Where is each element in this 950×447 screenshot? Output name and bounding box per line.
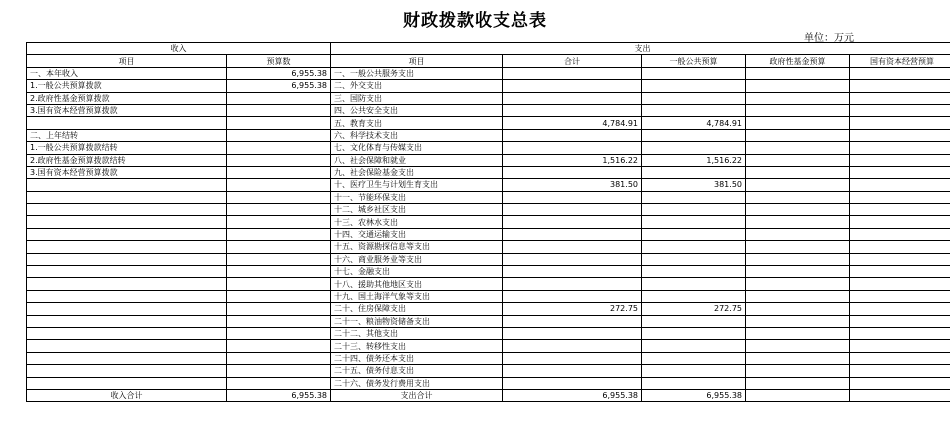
income-item-cell bbox=[27, 327, 227, 339]
expense-general-cell: 381.50 bbox=[642, 179, 746, 191]
income-budget-cell bbox=[227, 303, 331, 315]
expense-gov-fund-cell bbox=[746, 191, 850, 203]
expense-total-cell bbox=[503, 67, 642, 79]
expense-general-cell bbox=[642, 253, 746, 265]
expense-state-capital-cell bbox=[850, 365, 950, 377]
expense-gov-fund-cell bbox=[746, 117, 850, 129]
table-body bbox=[27, 43, 950, 402]
expense-total-cell bbox=[503, 216, 642, 228]
expense-total-cell: 381.50 bbox=[503, 179, 642, 191]
expense-item-cell: 二十三、转移性支出 bbox=[331, 340, 503, 352]
expense-state-capital-cell bbox=[850, 179, 950, 191]
expense-gov-fund-cell bbox=[746, 166, 850, 178]
expense-total-cell bbox=[503, 142, 642, 154]
expense-state-capital-cell bbox=[850, 129, 950, 141]
income-budget-cell bbox=[227, 315, 331, 327]
table-row bbox=[27, 241, 950, 253]
expense-total-label: 支出合计 bbox=[331, 389, 503, 401]
table-row bbox=[27, 92, 950, 104]
expense-gov-fund-cell bbox=[746, 154, 850, 166]
expense-general-cell bbox=[642, 67, 746, 79]
expense-total-cell bbox=[503, 166, 642, 178]
expense-general-cell bbox=[642, 92, 746, 104]
expense-total-cell: 1,516.22 bbox=[503, 154, 642, 166]
expense-total-cell bbox=[503, 104, 642, 116]
expense-total-cell bbox=[503, 253, 642, 265]
income-item-cell bbox=[27, 191, 227, 203]
table-row bbox=[27, 377, 950, 389]
income-item-cell bbox=[27, 315, 227, 327]
expense-gov-fund-cell bbox=[746, 377, 850, 389]
income-item-cell bbox=[27, 377, 227, 389]
income-item-cell bbox=[27, 266, 227, 278]
expense-state-capital-cell bbox=[850, 67, 950, 79]
income-budget-cell bbox=[227, 266, 331, 278]
table-row bbox=[27, 117, 950, 129]
table-row bbox=[27, 303, 950, 315]
expense-state-capital-cell bbox=[850, 241, 950, 253]
expense-state-capital-cell bbox=[850, 253, 950, 265]
expense-general-cell bbox=[642, 365, 746, 377]
expense-item-cell: 八、社会保障和就业 bbox=[331, 154, 503, 166]
expense-item-cell: 七、文化体育与传媒支出 bbox=[331, 142, 503, 154]
expense-general-cell bbox=[642, 340, 746, 352]
expense-total-cell bbox=[503, 204, 642, 216]
income-item-cell bbox=[27, 228, 227, 240]
expense-item-cell: 二十、住房保障支出 bbox=[331, 303, 503, 315]
expense-gov-fund-cell bbox=[746, 129, 850, 141]
income-budget-cell: 6,955.38 bbox=[227, 80, 331, 92]
expense-total-cell: 4,784.91 bbox=[503, 117, 642, 129]
income-item-cell bbox=[27, 117, 227, 129]
expense-gov-fund-cell bbox=[746, 228, 850, 240]
expense-item-cell: 四、公共安全支出 bbox=[331, 104, 503, 116]
table-row bbox=[27, 179, 950, 191]
income-budget-cell bbox=[227, 179, 331, 191]
total-header: 合计 bbox=[503, 55, 642, 67]
expense-gov-fund-cell bbox=[746, 352, 850, 364]
expense-general-cell bbox=[642, 278, 746, 290]
income-budget-cell bbox=[227, 166, 331, 178]
expense-total-cell bbox=[503, 290, 642, 302]
expense-gov-fund-cell bbox=[746, 241, 850, 253]
income-budget-cell bbox=[227, 104, 331, 116]
income-item-cell: 二、上年结转 bbox=[27, 129, 227, 141]
expense-state-capital-cell bbox=[850, 377, 950, 389]
expense-item-cell: 十八、援助其他地区支出 bbox=[331, 278, 503, 290]
expense-gov-fund-cell bbox=[746, 104, 850, 116]
expense-state-capital-cell bbox=[850, 352, 950, 364]
expense-total-cell bbox=[503, 352, 642, 364]
expense-gov-fund-cell bbox=[746, 266, 850, 278]
income-item-cell bbox=[27, 204, 227, 216]
income-budget-cell bbox=[227, 290, 331, 302]
income-item-cell bbox=[27, 340, 227, 352]
income-item-cell bbox=[27, 241, 227, 253]
income-budget-cell bbox=[227, 340, 331, 352]
expense-item-cell: 二、外交支出 bbox=[331, 80, 503, 92]
expense-general-cell bbox=[642, 166, 746, 178]
expense-general-cell: 1,516.22 bbox=[642, 154, 746, 166]
expense-general-cell bbox=[642, 241, 746, 253]
expense-gov-fund-cell bbox=[746, 278, 850, 290]
income-item-cell: 2.政府性基金预算拨款结转 bbox=[27, 154, 227, 166]
table-row bbox=[27, 129, 950, 141]
expense-gov-fund-cell bbox=[746, 327, 850, 339]
expense-gov-fund-cell bbox=[746, 216, 850, 228]
expense-total-cell bbox=[503, 191, 642, 203]
expense-item-cell: 十六、商业服务业等支出 bbox=[331, 253, 503, 265]
income-item-cell bbox=[27, 253, 227, 265]
expense-item-cell: 十四、交通运输支出 bbox=[331, 228, 503, 240]
expense-item-cell: 二十二、其他支出 bbox=[331, 327, 503, 339]
expense-total-value: 6,955.38 bbox=[503, 389, 642, 401]
totals-row bbox=[27, 389, 950, 401]
income-item-cell: 3.国有资本经营预算拨款 bbox=[27, 166, 227, 178]
expense-general-cell bbox=[642, 191, 746, 203]
expense-general-cell bbox=[642, 142, 746, 154]
gov-fund-header: 政府性基金预算 bbox=[746, 55, 850, 67]
expense-state-capital-cell bbox=[850, 216, 950, 228]
unit-label: 单位：万元 bbox=[804, 33, 854, 44]
income-item-cell bbox=[27, 179, 227, 191]
table-row bbox=[27, 204, 950, 216]
table-row bbox=[27, 253, 950, 265]
table-row bbox=[27, 352, 950, 364]
expense-total-cell bbox=[503, 266, 642, 278]
expense-state-capital-cell bbox=[850, 92, 950, 104]
expense-total-cell bbox=[503, 92, 642, 104]
expense-state-capital-cell bbox=[850, 204, 950, 216]
expense-gov-fund-cell bbox=[746, 92, 850, 104]
expense-item-cell: 二十四、债务还本支出 bbox=[331, 352, 503, 364]
expense-state-capital-cell bbox=[850, 327, 950, 339]
expense-gov-fund-cell bbox=[746, 204, 850, 216]
income-budget-cell bbox=[227, 228, 331, 240]
expense-general-cell bbox=[642, 80, 746, 92]
table-row bbox=[27, 80, 950, 92]
expense-general-cell bbox=[642, 327, 746, 339]
expense-state-capital-cell bbox=[850, 303, 950, 315]
page-title: 财政拨款收支总表 bbox=[403, 11, 547, 31]
income-budget-cell bbox=[227, 191, 331, 203]
expense-total-cell bbox=[503, 241, 642, 253]
expense-gov-fund-cell bbox=[746, 179, 850, 191]
income-item-cell: 1.一般公共预算拨款 bbox=[27, 80, 227, 92]
income-budget-cell bbox=[227, 129, 331, 141]
table-row bbox=[27, 104, 950, 116]
expense-gov-fund-cell bbox=[746, 303, 850, 315]
table-row bbox=[27, 266, 950, 278]
income-budget-cell bbox=[227, 154, 331, 166]
expense-general-cell bbox=[642, 216, 746, 228]
expense-general-cell bbox=[642, 104, 746, 116]
expense-total-cell bbox=[503, 327, 642, 339]
income-budget-cell bbox=[227, 377, 331, 389]
income-item-cell: 1.一般公共预算拨款结转 bbox=[27, 142, 227, 154]
table-row bbox=[27, 340, 950, 352]
table-row bbox=[27, 216, 950, 228]
table-row bbox=[27, 154, 950, 166]
income-budget-cell bbox=[227, 327, 331, 339]
expense-general-cell: 4,784.91 bbox=[642, 117, 746, 129]
table-row bbox=[27, 278, 950, 290]
expense-gov-fund-total-value bbox=[746, 389, 850, 401]
income-budget-cell bbox=[227, 241, 331, 253]
expense-total-cell bbox=[503, 365, 642, 377]
expense-general-cell bbox=[642, 204, 746, 216]
expense-general-cell bbox=[642, 228, 746, 240]
expense-item-cell: 十一、节能环保支出 bbox=[331, 191, 503, 203]
expense-item-cell: 十五、资源勘探信息等支出 bbox=[331, 241, 503, 253]
expense-general-cell bbox=[642, 129, 746, 141]
expense-state-capital-cell bbox=[850, 191, 950, 203]
expense-general-cell bbox=[642, 266, 746, 278]
income-item-cell bbox=[27, 303, 227, 315]
expense-gov-fund-cell bbox=[746, 253, 850, 265]
expense-item-cell: 二十五、债务付息支出 bbox=[331, 365, 503, 377]
header-row-1 bbox=[27, 43, 950, 55]
expense-item-header: 项目 bbox=[331, 55, 503, 67]
state-capital-header: 国有资本经营预算 bbox=[850, 55, 950, 67]
expense-item-cell: 一、一般公共服务支出 bbox=[331, 67, 503, 79]
expense-total-cell bbox=[503, 80, 642, 92]
expense-gov-fund-cell bbox=[746, 365, 850, 377]
income-budget-cell bbox=[227, 204, 331, 216]
expense-general-total-value: 6,955.38 bbox=[642, 389, 746, 401]
table-row bbox=[27, 365, 950, 377]
income-budget-cell bbox=[227, 253, 331, 265]
expense-total-cell: 272.75 bbox=[503, 303, 642, 315]
table-row bbox=[27, 191, 950, 203]
expense-state-capital-cell bbox=[850, 278, 950, 290]
expense-gov-fund-cell bbox=[746, 67, 850, 79]
expense-item-cell: 二十一、粮油物资储备支出 bbox=[331, 315, 503, 327]
income-item-cell bbox=[27, 365, 227, 377]
expense-item-cell: 十七、金融支出 bbox=[331, 266, 503, 278]
income-item-cell: 3.国有资本经营预算拨款 bbox=[27, 104, 227, 116]
income-item-cell: 2.政府性基金预算拨款 bbox=[27, 92, 227, 104]
table-row bbox=[27, 166, 950, 178]
table-row bbox=[27, 327, 950, 339]
expense-gov-fund-cell bbox=[746, 315, 850, 327]
income-budget-cell bbox=[227, 278, 331, 290]
expense-state-capital-cell bbox=[850, 117, 950, 129]
expense-header: 支出 bbox=[331, 43, 950, 55]
income-budget-cell bbox=[227, 352, 331, 364]
expense-item-cell: 二十六、债务发行费用支出 bbox=[331, 377, 503, 389]
income-budget-cell bbox=[227, 117, 331, 129]
income-item-cell bbox=[27, 290, 227, 302]
expense-gov-fund-cell bbox=[746, 290, 850, 302]
income-budget-cell bbox=[227, 365, 331, 377]
header-row-2 bbox=[27, 55, 950, 67]
expense-state-capital-cell bbox=[850, 266, 950, 278]
expense-total-cell bbox=[503, 278, 642, 290]
expense-total-cell bbox=[503, 340, 642, 352]
income-item-cell bbox=[27, 278, 227, 290]
table-row bbox=[27, 315, 950, 327]
income-item-cell bbox=[27, 352, 227, 364]
income-total-value: 6,955.38 bbox=[227, 389, 331, 401]
income-total-label: 收入合计 bbox=[27, 389, 227, 401]
table-row bbox=[27, 142, 950, 154]
expense-state-capital-cell bbox=[850, 315, 950, 327]
expense-general-cell: 272.75 bbox=[642, 303, 746, 315]
income-budget-cell bbox=[227, 92, 331, 104]
expense-item-cell: 十三、农林水支出 bbox=[331, 216, 503, 228]
income-item-header: 项目 bbox=[27, 55, 227, 67]
expense-total-cell bbox=[503, 315, 642, 327]
expense-item-cell: 九、社会保险基金支出 bbox=[331, 166, 503, 178]
expense-state-capital-cell bbox=[850, 340, 950, 352]
expense-general-cell bbox=[642, 352, 746, 364]
budget-table bbox=[26, 42, 950, 402]
income-budget-cell bbox=[227, 142, 331, 154]
expense-gov-fund-cell bbox=[746, 142, 850, 154]
expense-state-capital-cell bbox=[850, 228, 950, 240]
expense-state-capital-cell bbox=[850, 104, 950, 116]
expense-gov-fund-cell bbox=[746, 340, 850, 352]
expense-general-cell bbox=[642, 377, 746, 389]
income-header: 收入 bbox=[27, 43, 331, 55]
table-row bbox=[27, 67, 950, 79]
table-row bbox=[27, 290, 950, 302]
expense-state-capital-cell bbox=[850, 142, 950, 154]
expense-general-cell bbox=[642, 290, 746, 302]
expense-total-cell bbox=[503, 228, 642, 240]
expense-general-cell bbox=[642, 315, 746, 327]
income-budget-cell bbox=[227, 216, 331, 228]
expense-total-cell bbox=[503, 377, 642, 389]
table-row bbox=[27, 228, 950, 240]
expense-item-cell: 五、教育支出 bbox=[331, 117, 503, 129]
expense-state-capital-cell bbox=[850, 290, 950, 302]
expense-item-cell: 十、医疗卫生与计划生育支出 bbox=[331, 179, 503, 191]
expense-item-cell: 十二、城乡社区支出 bbox=[331, 204, 503, 216]
general-budget-header: 一般公共预算 bbox=[642, 55, 746, 67]
expense-item-cell: 三、国防支出 bbox=[331, 92, 503, 104]
expense-item-cell: 十九、国土海洋气象等支出 bbox=[331, 290, 503, 302]
income-item-cell bbox=[27, 216, 227, 228]
expense-total-cell bbox=[503, 129, 642, 141]
income-item-cell: 一、本年收入 bbox=[27, 67, 227, 79]
expense-gov-fund-cell bbox=[746, 80, 850, 92]
expense-state-capital-cell bbox=[850, 154, 950, 166]
budget-header: 预算数 bbox=[227, 55, 331, 67]
expense-state-capital-cell bbox=[850, 166, 950, 178]
expense-state-capital-cell bbox=[850, 80, 950, 92]
expense-state-capital-total-value bbox=[850, 389, 950, 401]
expense-item-cell: 六、科学技术支出 bbox=[331, 129, 503, 141]
income-budget-cell: 6,955.38 bbox=[227, 67, 331, 79]
